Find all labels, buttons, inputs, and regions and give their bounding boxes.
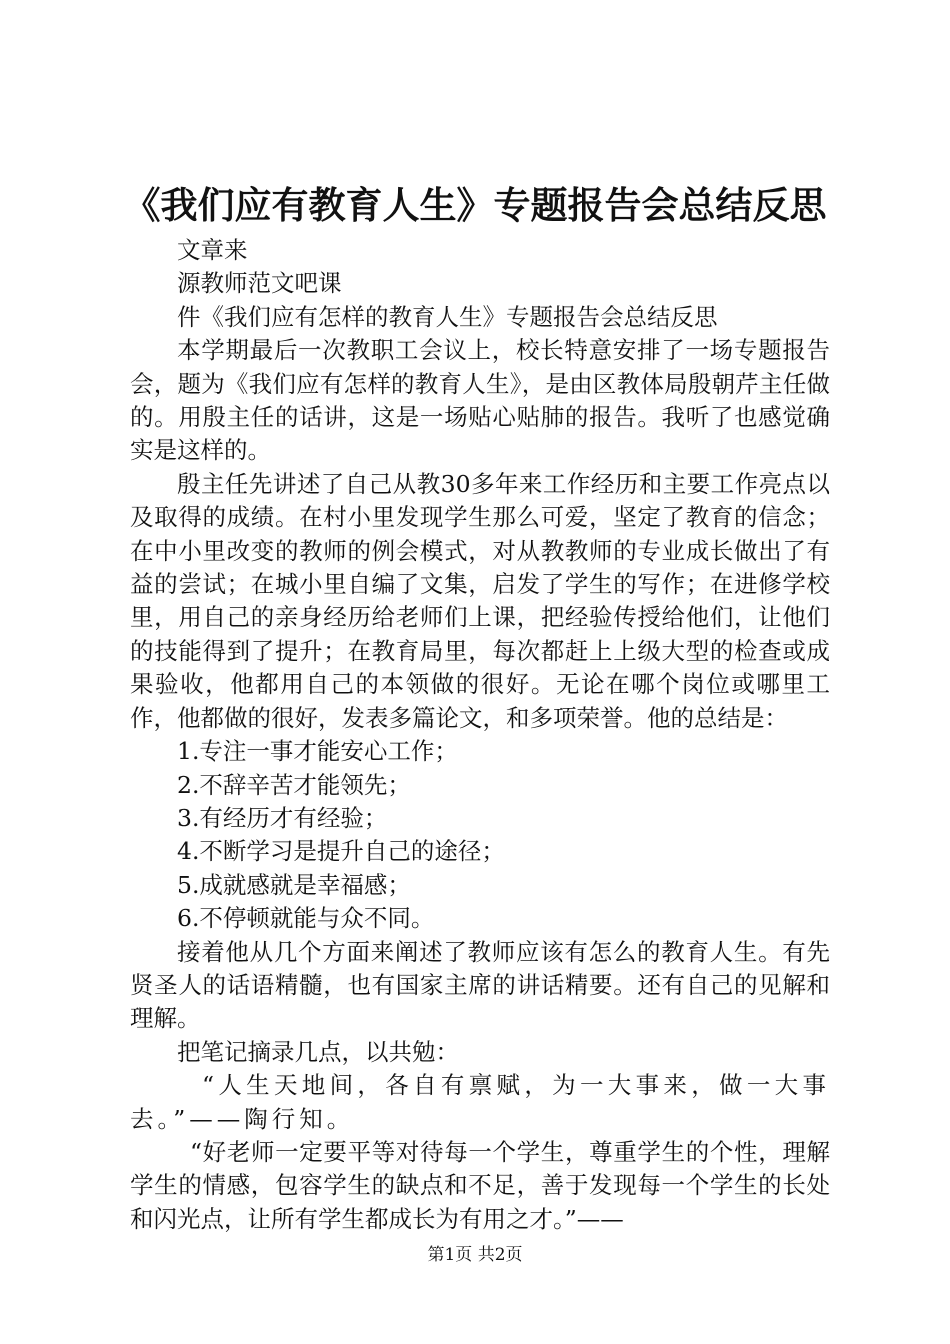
list-item: 4.不断学习是提升自己的途径； bbox=[177, 837, 505, 866]
paragraph: 本学期最后一次教职工会议上，校长特意安排了一场专题报告会，题为《我们应有怎样的教育人生》，是由区教体局殷朝芹主任做的。用殷主任的话讲，这是一场贴心贴肺的报告。我听了也感觉确实是这样的。 bbox=[130, 336, 830, 465]
paragraph: 件《我们应有怎样的教育人生》专题报告会总结反思 bbox=[177, 302, 718, 331]
paragraph: 把笔记摘录几点，以共勉： bbox=[177, 1037, 459, 1066]
list-item: 3.有经历才有经验； bbox=[177, 803, 388, 832]
document-title: 《我们应有教育人生》专题报告会总结反思 bbox=[123, 183, 827, 227]
page-footer: 第1页 共2页 bbox=[427, 1245, 523, 1265]
paragraph: 源教师范文吧课 bbox=[177, 269, 342, 298]
list-item: 6.不停顿就能与众不同。 bbox=[177, 904, 435, 933]
paragraph: 接着他从几个方面来阐述了教师应该有怎么的教育人生。有先贤圣人的话语精髓，也有国家主席的讲话精要。还有自己的见解和理解。 bbox=[130, 937, 830, 1033]
list-item: 1.专注一事才能安心工作； bbox=[177, 737, 458, 766]
document-body bbox=[130, 234, 830, 1236]
quote-paragraph: “人生天地间，各自有禀赋，为一大事来，做一大事去。”——陶行知。 bbox=[130, 1071, 830, 1133]
paragraph: 文章来 bbox=[177, 236, 248, 264]
list-item: 2.不辞辛苦才能领先； bbox=[177, 770, 411, 799]
paragraph: 殷主任先讲述了自己从教30多年来工作经历和主要工作亮点以及取得的成绩。在村小里发现学生那么可爱，坚定了教育的信念；在中小里改变的教师的例会模式，对从教教师的专业成长做出了有益的尝试；在城小里自编了文集，启发了学生的写作；在进修学校里，用自己的亲身经历给老师们上课，把经验传授给他们，让他们的技能得到了提升；在教育局里，每次都赶上上级大型的检查或成果验收，他都用自己的本领做的很好。无论在哪个岗位或哪里工作，他都做的很好，发表多篇论文，和多项荣誉。他的总结是： bbox=[130, 469, 830, 732]
list-item: 5.成就感就是幸福感； bbox=[177, 870, 411, 899]
quote-paragraph: “好老师一定要平等对待每一个学生，尊重学生的个性，理解学生的情感，包容学生的缺点和不足，善于发现每一个学生的长处和闪光点，让所有学生都成长为有用之才。”—— bbox=[130, 1137, 830, 1233]
